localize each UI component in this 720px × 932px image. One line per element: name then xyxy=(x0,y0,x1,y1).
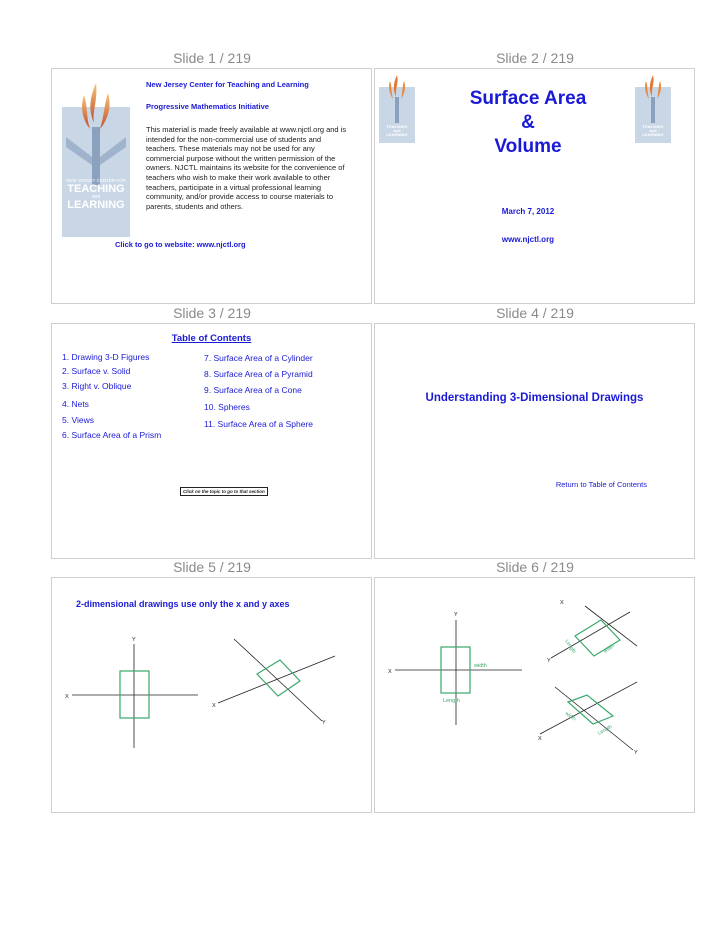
slide-caption: Slide 2 / 219 xyxy=(496,50,574,66)
toc-item[interactable]: 9. Surface Area of a Cone xyxy=(204,385,302,395)
logo-line: and xyxy=(91,193,101,200)
toc-note: Click on the topic to go to that section xyxy=(180,487,268,496)
skew-axis xyxy=(585,606,637,646)
axis-label: Y xyxy=(634,750,638,756)
logo-line: NEW JERSEY CENTER FOR xyxy=(66,178,126,183)
org-name: New Jersey Center for Teaching and Learning xyxy=(146,80,309,89)
dimension-label: Length xyxy=(597,723,614,737)
toc-item[interactable]: 3. Right v. Oblique xyxy=(62,381,132,391)
toc-item[interactable]: 7. Surface Area of a Cylinder xyxy=(204,353,313,363)
axis-label: Y xyxy=(454,612,458,618)
slide-caption: Slide 1 / 219 xyxy=(173,50,251,66)
dimension-label: width xyxy=(474,663,487,669)
skew-axis xyxy=(551,612,630,658)
axis-label: X xyxy=(538,736,542,742)
toc-item[interactable]: 1. Drawing 3-D Figures xyxy=(62,352,150,362)
skew-axis xyxy=(218,656,335,703)
dimension-label: width xyxy=(563,710,577,723)
axis-label: Y xyxy=(132,637,136,643)
axes-diagram xyxy=(375,578,695,813)
axis-label: Y xyxy=(547,658,551,664)
slide-4[interactable] xyxy=(374,323,695,559)
presentation-title xyxy=(415,87,641,159)
dimension-label: Length xyxy=(563,638,578,655)
dimension-label: width xyxy=(602,643,616,655)
axis-label: X xyxy=(560,600,564,606)
skew-axis xyxy=(234,639,322,721)
logo-line: TEACHING xyxy=(642,124,664,129)
toc-item[interactable]: 2. Surface v. Solid xyxy=(62,366,131,376)
slide-1[interactable] xyxy=(51,68,372,304)
section-title: Understanding 3-Dimensional Drawings xyxy=(425,392,644,404)
toc-item[interactable]: 11. Surface Area of a Sphere xyxy=(204,419,313,429)
axis-label: X xyxy=(65,694,69,700)
slide-heading: 2-dimensional drawings use only the x and y axes xyxy=(76,599,290,609)
logo-line: and xyxy=(393,128,401,133)
njctl-logo-icon xyxy=(62,77,130,237)
initiative-name: Progressive Mathematics Initiative xyxy=(146,102,269,111)
toc-item[interactable]: 4. Nets xyxy=(62,399,89,409)
logo-line: TEACHING xyxy=(67,182,125,195)
website-link[interactable]: www.njctl.org xyxy=(501,235,555,244)
logo-line: TEACHING xyxy=(386,124,408,129)
rectangle-shape xyxy=(120,671,149,718)
usage-notice: This material is made freely available at www.njctl.org and is intended for the non-commercial use of students and teachers. These materials may not be used for any commercial purpose without the written permission of the owners. NJCTL maintains its website for the convenience of teachers who wish to make their work available to other teachers, participate in a virtual professional learning community, and/or provide access to course materials to parents, students and others. xyxy=(146,125,347,211)
slide-caption: Slide 4 / 219 xyxy=(496,305,574,321)
slide-5[interactable] xyxy=(51,577,372,813)
title-line: Surface Area xyxy=(469,88,587,109)
toc-item[interactable]: 6. Surface Area of a Prism xyxy=(62,430,162,440)
toc-item[interactable]: 8. Surface Area of a Pyramid xyxy=(204,369,313,379)
logo-line: LEARNING xyxy=(67,198,125,211)
rotated-rectangle-shape xyxy=(257,660,300,696)
logo-line: and xyxy=(649,128,657,133)
slide-6[interactable] xyxy=(374,577,695,813)
logo-line: LEARNING xyxy=(386,132,408,137)
website-link[interactable]: Click to go to website: www.njctl.org xyxy=(115,240,246,249)
skew-axis xyxy=(540,682,637,734)
toc-item[interactable]: 5. Views xyxy=(62,415,94,425)
slide-2[interactable] xyxy=(374,68,695,304)
return-to-toc-link[interactable]: Return to Table of Contents xyxy=(555,480,647,489)
rotated-rectangle-shape xyxy=(575,620,620,656)
axis-label: X xyxy=(388,669,392,675)
toc-heading: Table of Contents xyxy=(171,333,252,344)
slide-caption: Slide 5 / 219 xyxy=(173,559,251,575)
presentation-date: March 7, 2012 xyxy=(501,207,555,216)
axis-label: Y xyxy=(322,720,326,726)
dimension-label: Length xyxy=(443,698,460,704)
slide-caption: Slide 3 / 219 xyxy=(173,305,251,321)
axes-diagram xyxy=(52,578,372,813)
slide-caption: Slide 6 / 219 xyxy=(496,559,574,575)
axis-label: X xyxy=(212,703,216,709)
logo-line: LEARNING xyxy=(642,132,664,137)
title-line: Volume xyxy=(494,136,562,157)
toc-item[interactable]: 10. Spheres xyxy=(204,402,250,412)
logo-text xyxy=(377,125,417,137)
logo-text xyxy=(58,179,134,211)
skew-axis xyxy=(555,687,633,750)
title-line: & xyxy=(521,112,535,133)
slide-3[interactable] xyxy=(51,323,372,559)
